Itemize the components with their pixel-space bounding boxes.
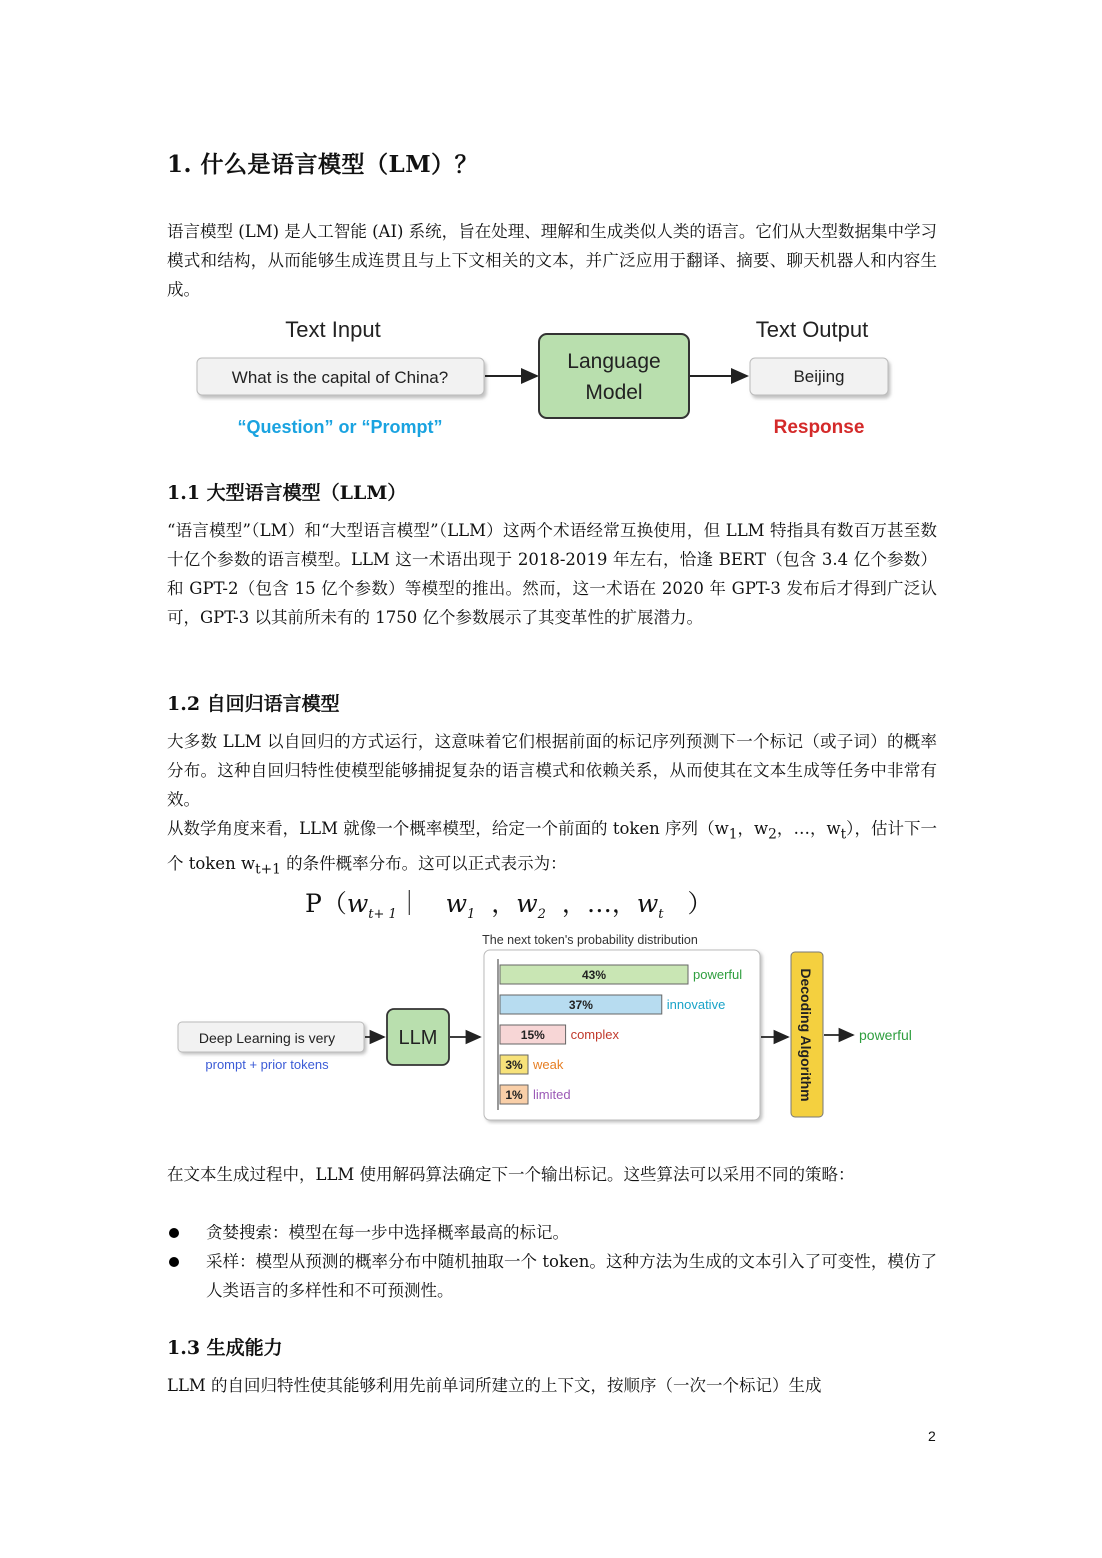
paragraph-1-2-b: 从数学角度来看，LLM 就像一个概率模型，给定一个前面的 token 序列（$w_1$，$w_2$，…，$w_t$），估计下一个 token $w_{t+1}$ 的条件概率分布。这可以正式表示为：: [167, 819, 938, 878]
conditional-probability-formula: $P(w_{t+ 1}|$ $w_1$ ，$w_2$ ，…，$w_t$ ）: [305, 889, 713, 922]
text-output-title: Text Output: [755, 317, 869, 342]
heading-1-3: 1.3 生成能力: [167, 1337, 283, 1359]
token-label: limited: [533, 1087, 571, 1102]
token-label: powerful: [693, 967, 743, 982]
intro-paragraph: 语言模型 (LM) 是人工智能 (AI) 系统，旨在处理、理解和生成类似人类的语言。它们从大型数据集中学习模式和结构，从而能够生成连贯且与上下文相关的文本，并广泛应用于翻译、摘要、聊天机器人和内容生成。: [167, 222, 937, 299]
output-token: powerful: [859, 1027, 912, 1043]
bullet-icon: [169, 1257, 179, 1267]
token-label: complex: [570, 1027, 620, 1042]
probability-value-label: 15%: [520, 1028, 545, 1042]
token-label: weak: [533, 1057, 564, 1072]
heading-what-is-lm: 1. 什么是语言模型（LM）？: [167, 151, 479, 178]
input-caption: “Question” or “Prompt”: [237, 417, 443, 437]
paragraph-decoding: 在文本生成过程中，LLM 使用解码算法确定下一个输出标记。这些算法可以采用不同的策略：: [167, 1165, 855, 1184]
language-model-label-1: Language: [567, 350, 661, 373]
language-model-box: [539, 334, 689, 418]
paragraph-1-1: “语言模型”（LM）和“大型语言模型”（LLM）这两个术语经常互换使用，但 LLM 特指具有数百万甚至数十亿个参数的语言模型。LLM 这一术语出现于 2018-2019 年左右，恰逢 BERT（包含 3.4 亿个参数）和 GPT-2（包含 15 亿个参数）等模型的推出。然而，这一术语在 2020 年 GPT-3 发布后才得到广泛认可，GPT-3 以其前所未有的 1750 亿个参数展示了其变革性的扩展潜力。: [167, 521, 937, 627]
heading-1-1: 1.1 大型语言模型（LLM）: [167, 482, 407, 504]
paragraph-1-3: LLM 的自回归特性使其能够利用先前单词所建立的上下文，按顺序（一次一个标记）生成: [167, 1376, 822, 1395]
probability-value-label: 1%: [505, 1088, 523, 1102]
decoding-strategy-list: [167, 1218, 937, 1305]
input-box-text: What is the capital of China?: [231, 368, 449, 387]
output-caption: Response: [773, 417, 865, 438]
list-item: 贪婪搜索：模型在每一步中选择概率最高的标记。: [167, 1218, 937, 1247]
heading-1-2: 1.2 自回归语言模型: [167, 693, 340, 715]
lm-input-output-diagram: [187, 310, 907, 445]
list-item: 采样：模型从预测的概率分布中随机抽取一个 token。这种方法为生成的文本引入了可变性，模仿了人类语言的多样性和不可预测性。: [167, 1247, 937, 1305]
llm-label: LLM: [398, 1027, 438, 1049]
probability-value-label: 3%: [505, 1058, 523, 1072]
page-number: 2: [928, 1428, 936, 1444]
output-box-text: Beijing: [793, 367, 845, 386]
prompt-box-text: Deep Learning is very: [198, 1030, 336, 1046]
probability-value-label: 43%: [581, 968, 607, 982]
prompt-caption: prompt + prior tokens: [205, 1057, 329, 1072]
next-token-diagram: [170, 925, 930, 1125]
language-model-label-2: Model: [585, 381, 643, 404]
probability-value-label: 37%: [568, 998, 593, 1012]
paragraph-1-2-a: 大多数 LLM 以自回归的方式运行，这意味着它们根据前面的标记序列预测下一个标记（或子词）的概率分布。这种自回归特性使模型能够捕捉复杂的语言模式和依赖关系，从而使其在文本生成等任务中非常有效。: [167, 732, 937, 809]
distribution-title: The next token's probability distribution: [482, 933, 698, 947]
bullet-icon: [169, 1228, 179, 1238]
decoding-algorithm-label: Decoding Algorithm: [798, 968, 814, 1102]
token-label: innovative: [666, 997, 726, 1012]
text-input-title: Text Input: [285, 317, 381, 342]
